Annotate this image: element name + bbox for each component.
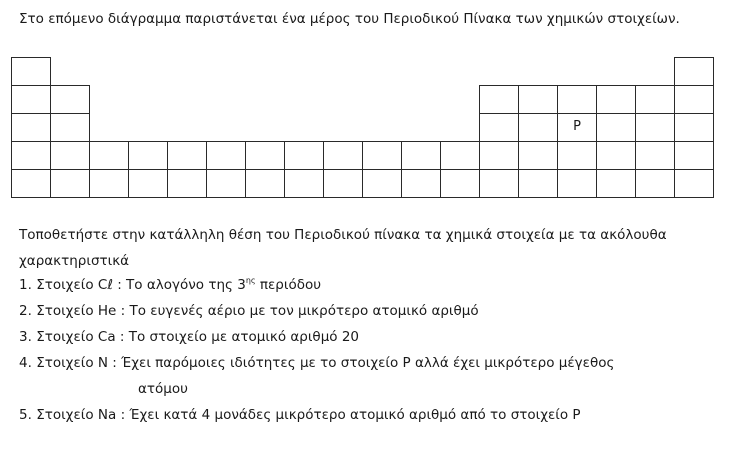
item-label: Στοιχείο Na <box>36 407 117 423</box>
element-label-p: P <box>573 119 581 134</box>
table-cell <box>519 114 558 142</box>
table-cell <box>597 170 636 198</box>
table-cell <box>12 114 51 142</box>
table-cell <box>12 170 51 198</box>
table-cell <box>285 142 324 170</box>
list-item <box>19 402 729 428</box>
table-cell <box>558 142 597 170</box>
item-number: 4. <box>19 355 32 371</box>
item-separator: : <box>117 277 122 293</box>
table-cell <box>675 142 714 170</box>
item-separator: : <box>119 329 125 345</box>
item-number: 2. <box>19 303 32 319</box>
table-cell <box>675 58 714 86</box>
item-description-end: περιόδου <box>255 277 322 293</box>
table-cell <box>207 170 246 198</box>
list-item <box>19 324 729 350</box>
table-cell <box>51 142 90 170</box>
item-separator: : <box>120 407 126 423</box>
table-cell <box>597 114 636 142</box>
table-cell <box>636 86 675 114</box>
table-cell <box>51 170 90 198</box>
table-cell <box>636 170 675 198</box>
table-cell <box>636 142 675 170</box>
table-cell <box>519 170 558 198</box>
table-cell <box>636 114 675 142</box>
list-item <box>19 272 729 298</box>
table-cell <box>441 142 480 170</box>
table-cell <box>246 170 285 198</box>
table-cell <box>519 86 558 114</box>
item-superscript: ης <box>245 276 256 285</box>
item-label: Στοιχείο Cℓ <box>36 277 113 293</box>
table-cell <box>90 170 129 198</box>
table-cell <box>285 170 324 198</box>
table-cell <box>480 142 519 170</box>
table-cell <box>558 170 597 198</box>
table-cell <box>51 114 90 142</box>
table-cell <box>207 142 246 170</box>
table-cell <box>129 170 168 198</box>
table-cell <box>597 86 636 114</box>
element-list <box>19 272 729 428</box>
table-cell <box>12 58 51 86</box>
table-cell <box>168 142 207 170</box>
table-cell <box>363 170 402 198</box>
table-cell <box>402 170 441 198</box>
table-cell <box>675 114 714 142</box>
item-separator: : <box>112 355 117 371</box>
item-description-continued: ατόμου <box>138 381 188 397</box>
table-cell <box>90 142 129 170</box>
item-label: Στοιχείο N <box>36 355 108 371</box>
table-cell <box>324 170 363 198</box>
table-cell <box>363 142 402 170</box>
item-description: Έχει παρόμοιες ιδιότητες με το στοιχείο P αλλά έχει μικρότερο μέγεθος <box>121 355 615 371</box>
table-cell <box>12 86 51 114</box>
table-cell <box>12 142 51 170</box>
table-cell <box>246 142 285 170</box>
list-item <box>19 350 729 402</box>
item-description: Το στοιχείο με ατομικό αριθμό 20 <box>128 329 360 345</box>
table-cell <box>480 114 519 142</box>
item-label: Στοιχείο He <box>36 303 117 319</box>
table-cell <box>480 86 519 114</box>
table-cell <box>675 86 714 114</box>
table-cell <box>402 142 441 170</box>
table-cell <box>675 170 714 198</box>
table-cell <box>324 142 363 170</box>
table-cell <box>480 170 519 198</box>
item-label: Στοιχείο Ca <box>36 329 116 345</box>
item-number: 3. <box>19 329 32 345</box>
task-instructions: Τοποθετήστε στην κατάλληλη θέση του Περιοδικού πίνακα τα χημικά στοιχεία με τα ακόλουθα χαρακτηριστικά <box>19 227 667 269</box>
table-cell <box>129 142 168 170</box>
item-number: 5. <box>19 407 32 423</box>
table-cell <box>519 142 558 170</box>
table-cell <box>558 86 597 114</box>
item-description: Το ευγενές αέριο με τον μικρότερο ατομικό αριθμό <box>129 303 479 319</box>
item-description: Το αλογόνο της 3 <box>126 277 246 293</box>
item-separator: : <box>120 303 126 319</box>
table-cell <box>441 170 480 198</box>
item-description: Έχει κατά 4 μονάδες μικρότερο ατομικό αριθμό από το στοιχείο P <box>129 407 581 423</box>
intro-text: Στο επόμενο διάγραμμα παριστάνεται ένα μέρος του Περιοδικού Πίνακα των χημικών στοιχείων. <box>19 11 680 27</box>
table-cell <box>597 142 636 170</box>
list-item <box>19 298 729 324</box>
item-number: 1. <box>19 277 32 293</box>
table-cell <box>51 86 90 114</box>
table-cell <box>168 170 207 198</box>
